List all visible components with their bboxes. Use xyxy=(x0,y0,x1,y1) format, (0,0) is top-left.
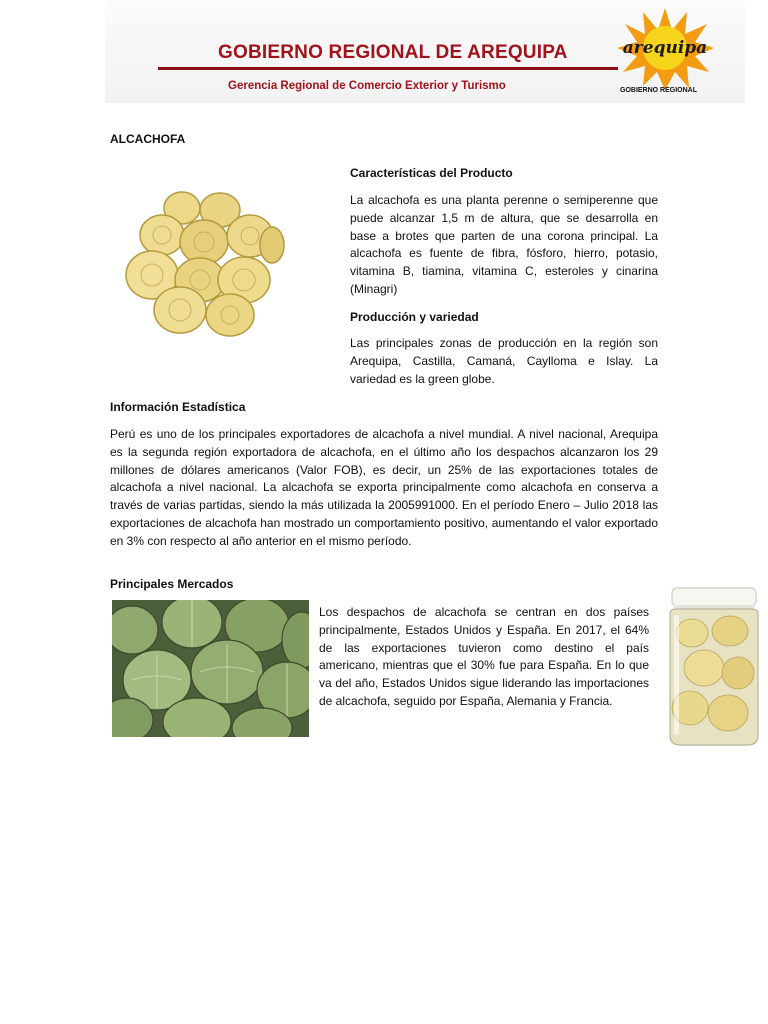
document-title: ALCACHOFA xyxy=(110,132,186,146)
logo-wordmark: arequipa xyxy=(622,38,708,58)
header-subtitle: Gerencia Regional de Comercio Exterior y Turismo xyxy=(228,80,506,92)
artichoke-jar-image xyxy=(664,583,764,750)
logo-caption: GOBIERNO REGIONAL xyxy=(620,87,698,94)
section-heading-mercados: Principales Mercados xyxy=(110,577,234,591)
paragraph-mercados: Los despachos de alcachofa se centran en dos países principalmente, Estados Unidos y España. En 2017, el 64% de las exportaciones tuvieron como destino el país americano, mientras que el 30% fue para España. En lo que va del año, Estados Unidos sigue liderando las importaciones de alcachofa, seguido por España, Alemania y Francia. xyxy=(319,605,649,708)
fresh-artichokes-image xyxy=(112,600,309,737)
artichoke-hearts-image xyxy=(112,180,287,345)
paragraph-estadistica: Perú es uno de los principales exportadores de alcachofa a nivel mundial. A nivel nacional, Arequipa es la segunda región exportadora de alcachofa, en el último año los despachos alcanzaron los 29 millones de dólares americanos (Valor FOB), es decir, un 25% de las exportaciones totales de alcachofa a nivel nacional. La alcachofa se exporta principalmente como alcachofa en conserva a través de varias partidas, siendo la más utilizada la 2005991000. En el período Enero – Julio 2018 las exportaciones de alcachofa han mostrado un comportamiento positivo, aumentando el valor exportado en 3% con respecto al año anterior en el mismo período. xyxy=(110,427,658,548)
paragraph-produccion: Las principales zonas de producción en la región son Arequipa, Castilla, Camaná, Caylloma e Islay. La variedad es la green globe. xyxy=(350,336,658,386)
paragraph-caracteristicas: La alcachofa es una planta perenne o semiperenne que puede alcanzar 1,5 m de altura, que se desarrolla en base a brotes que parten de una corona principal. La alcachofa es fuente de fibra, fósforo, hierro, potasio, vitamina B, tiamina, vitamina C, esteroles y cinarina (Minagri) xyxy=(350,193,658,296)
section-heading-produccion: Producción y variedad xyxy=(350,310,479,324)
header-divider xyxy=(158,67,618,70)
section-heading-caracteristicas: Características del Producto xyxy=(350,166,513,180)
section-heading-estadistica: Información Estadística xyxy=(110,400,246,414)
header-title: GOBIERNO REGIONAL DE AREQUIPA xyxy=(218,42,568,63)
arequipa-sun-logo xyxy=(615,6,715,90)
